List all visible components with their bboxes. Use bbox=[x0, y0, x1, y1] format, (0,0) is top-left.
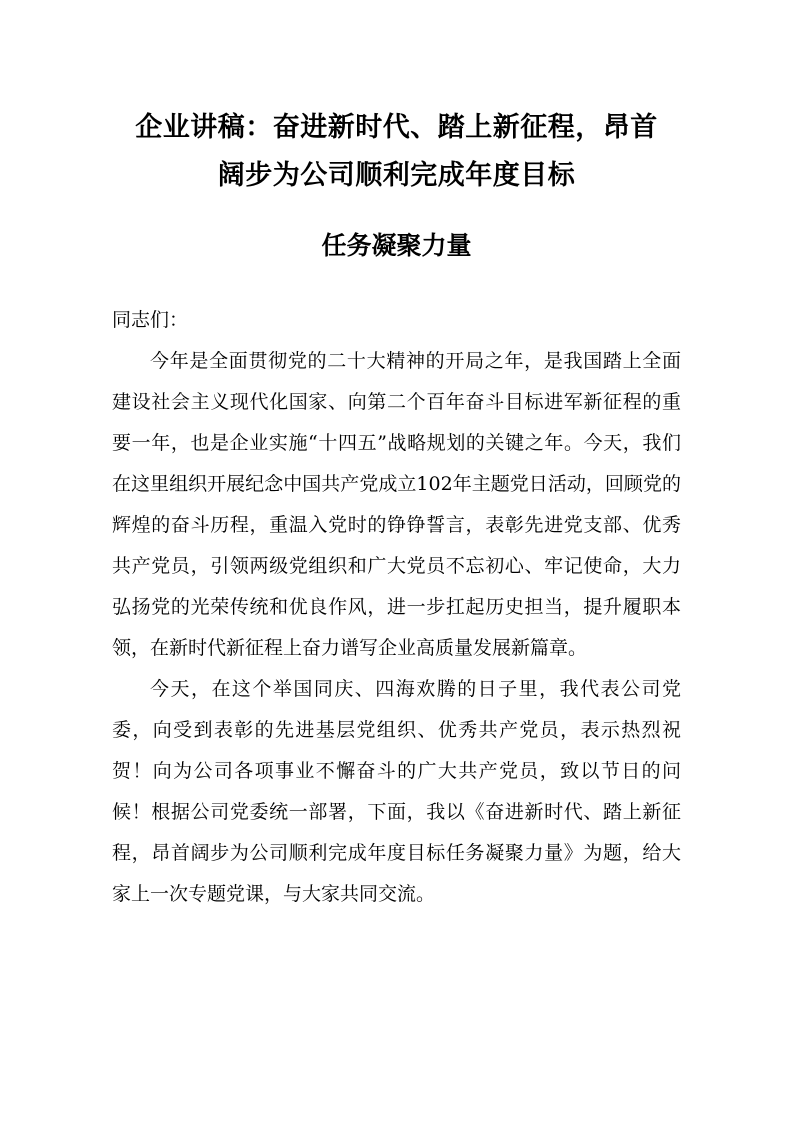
salutation: 同志们： bbox=[112, 309, 189, 331]
body-paragraph-1: 今年是全面贯彻党的二十大精神的开局之年，是我国踏上全面建设社会主义现代化国家、向第二个百年奋斗目标进军新征程的重要一年，也是企业实施“十四五”战略规划的关键之年。今天，我们在这里组织开展纪念中国共产党成立102年主题党日活动，回顾党的辉煌的奋斗历程，重温入党时的铮铮誓言，表彰先进党支部、优秀共产党员，引领两级党组织和广大党员不忘初心、牢记使命，大力弘扬党的光荣传统和优良作风，进一步扛起历史担当，提升履职本领，在新时代新征程上奋力谱写企业高质量发展新篇章。 bbox=[112, 350, 681, 659]
body-paragraph-2: 今天，在这个举国同庆、四海欢腾的日子里，我代表公司党委，向受到表彰的先进基层党组织、优秀共产党员，表示热烈祝贺！向为公司各项事业不懈奋斗的广大共产党员，致以节日的问候！根据公司党委统一部署，下面，我以《奋进新时代、踏上新征程，昂首阔步为公司顺利完成年度目标任务凝聚力量》为题，给大家上一次专题党课，与大家共同交流。 bbox=[112, 678, 681, 905]
page-subtitle: 任务凝聚力量 bbox=[321, 231, 472, 260]
page-title-line-1: 企业讲稿：奋进新时代、踏上新征程，昂首 bbox=[135, 112, 658, 143]
page-title-line-2: 阔步为公司顺利完成年度目标 bbox=[217, 160, 576, 191]
page-title bbox=[112, 104, 681, 200]
